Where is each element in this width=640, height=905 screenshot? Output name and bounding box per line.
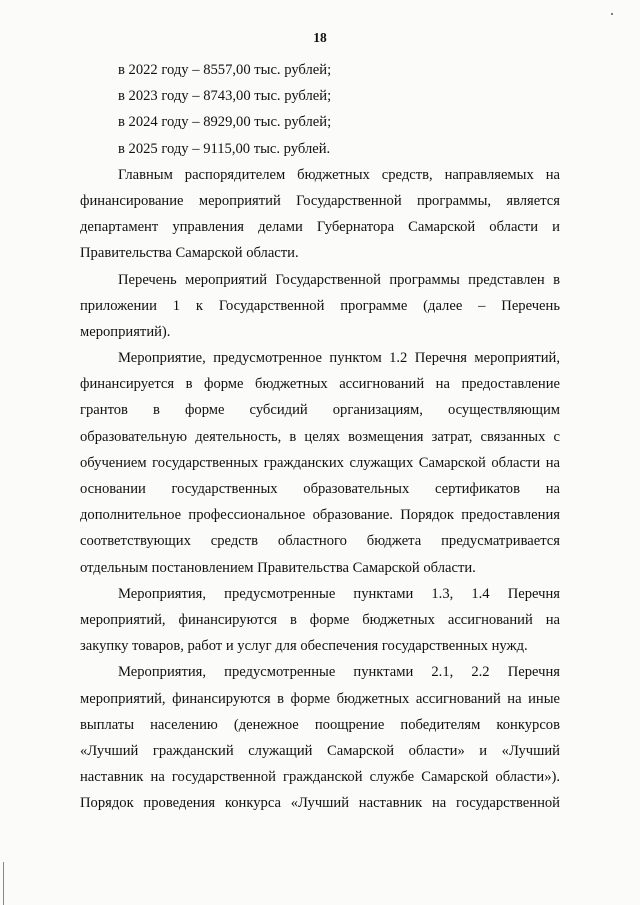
paragraph-line: Мероприятия, предусмотренные пунктами 2.1, 2.2 Перечня: [118, 664, 560, 681]
paragraph-line: «Лучший гражданский служащий Самарской области» и «Лучший: [80, 742, 560, 759]
paragraph-line: Мероприятия, предусмотренные пунктами 1.3, 1.4 Перечня: [118, 585, 560, 602]
paragraph-line: финансируется в форме бюджетных ассигнований на предоставление: [80, 376, 560, 393]
paragraph-line: Главным распорядителем бюджетных средств, направляемых на: [118, 166, 560, 183]
document-body: [80, 57, 560, 816]
paragraph-line: Порядок проведения конкурса «Лучший наставник на государственной: [80, 795, 560, 812]
paragraph-line: мероприятий, финансируются в форме бюджетных ассигнований на иные: [80, 690, 560, 707]
paragraph-line: наставник на государственной гражданской службе Самарской области»).: [80, 769, 560, 786]
paragraph-line: Мероприятие, предусмотренное пунктом 1.2 Перечня мероприятий,: [118, 350, 560, 367]
paragraph-line: мероприятий).: [80, 323, 171, 340]
funding-line-2025: в 2025 году – 9115,00 тыс. рублей.: [118, 140, 331, 157]
paragraph-line: Правительства Самарской области.: [80, 245, 299, 262]
funding-line-2023: в 2023 году – 8743,00 тыс. рублей;: [118, 88, 332, 105]
paragraph-line: выплаты населению (денежное поощрение победителям конкурсов: [80, 716, 560, 733]
paragraph-line: департамент управления делами Губернатора Самарской области и: [80, 219, 560, 236]
paragraph-line: приложении 1 к Государственной программе (далее – Перечень: [80, 297, 560, 314]
scan-speck: [611, 13, 613, 15]
funding-line-2022: в 2022 году – 8557,00 тыс. рублей;: [118, 62, 332, 78]
paragraph-line: дополнительное профессиональное образование. Порядок предоставления: [80, 507, 560, 524]
paragraph-line: Перечень мероприятий Государственной программы представлен в: [118, 271, 560, 288]
paragraph-line: мероприятий, финансируются в форме бюджетных ассигнований на: [80, 611, 560, 628]
paragraph-line: образовательную деятельность, в целях возмещения затрат, связанных с: [80, 428, 560, 445]
page-number: 18: [313, 30, 327, 45]
scan-edge-mark: [3, 862, 4, 905]
paragraph-line: финансирование мероприятий Государственной программы, является: [80, 192, 560, 209]
paragraph-line: закупку товаров, работ и услуг для обеспечения государственных нужд.: [80, 638, 528, 655]
funding-line-2024: в 2024 году – 8929,00 тыс. рублей;: [118, 114, 332, 131]
paragraph-line: отдельным постановлением Правительства Самарской области.: [80, 559, 476, 576]
paragraph-line: обучением государственных гражданских служащих Самарской области на: [80, 454, 560, 471]
paragraph-line: соответствующих средств областного бюджета предусматривается: [80, 533, 560, 550]
paragraph-line: основании государственных образовательных сертификатов на: [80, 481, 560, 497]
paragraph-line: грантов в форме субсидий организациям, осуществляющим: [80, 402, 560, 419]
